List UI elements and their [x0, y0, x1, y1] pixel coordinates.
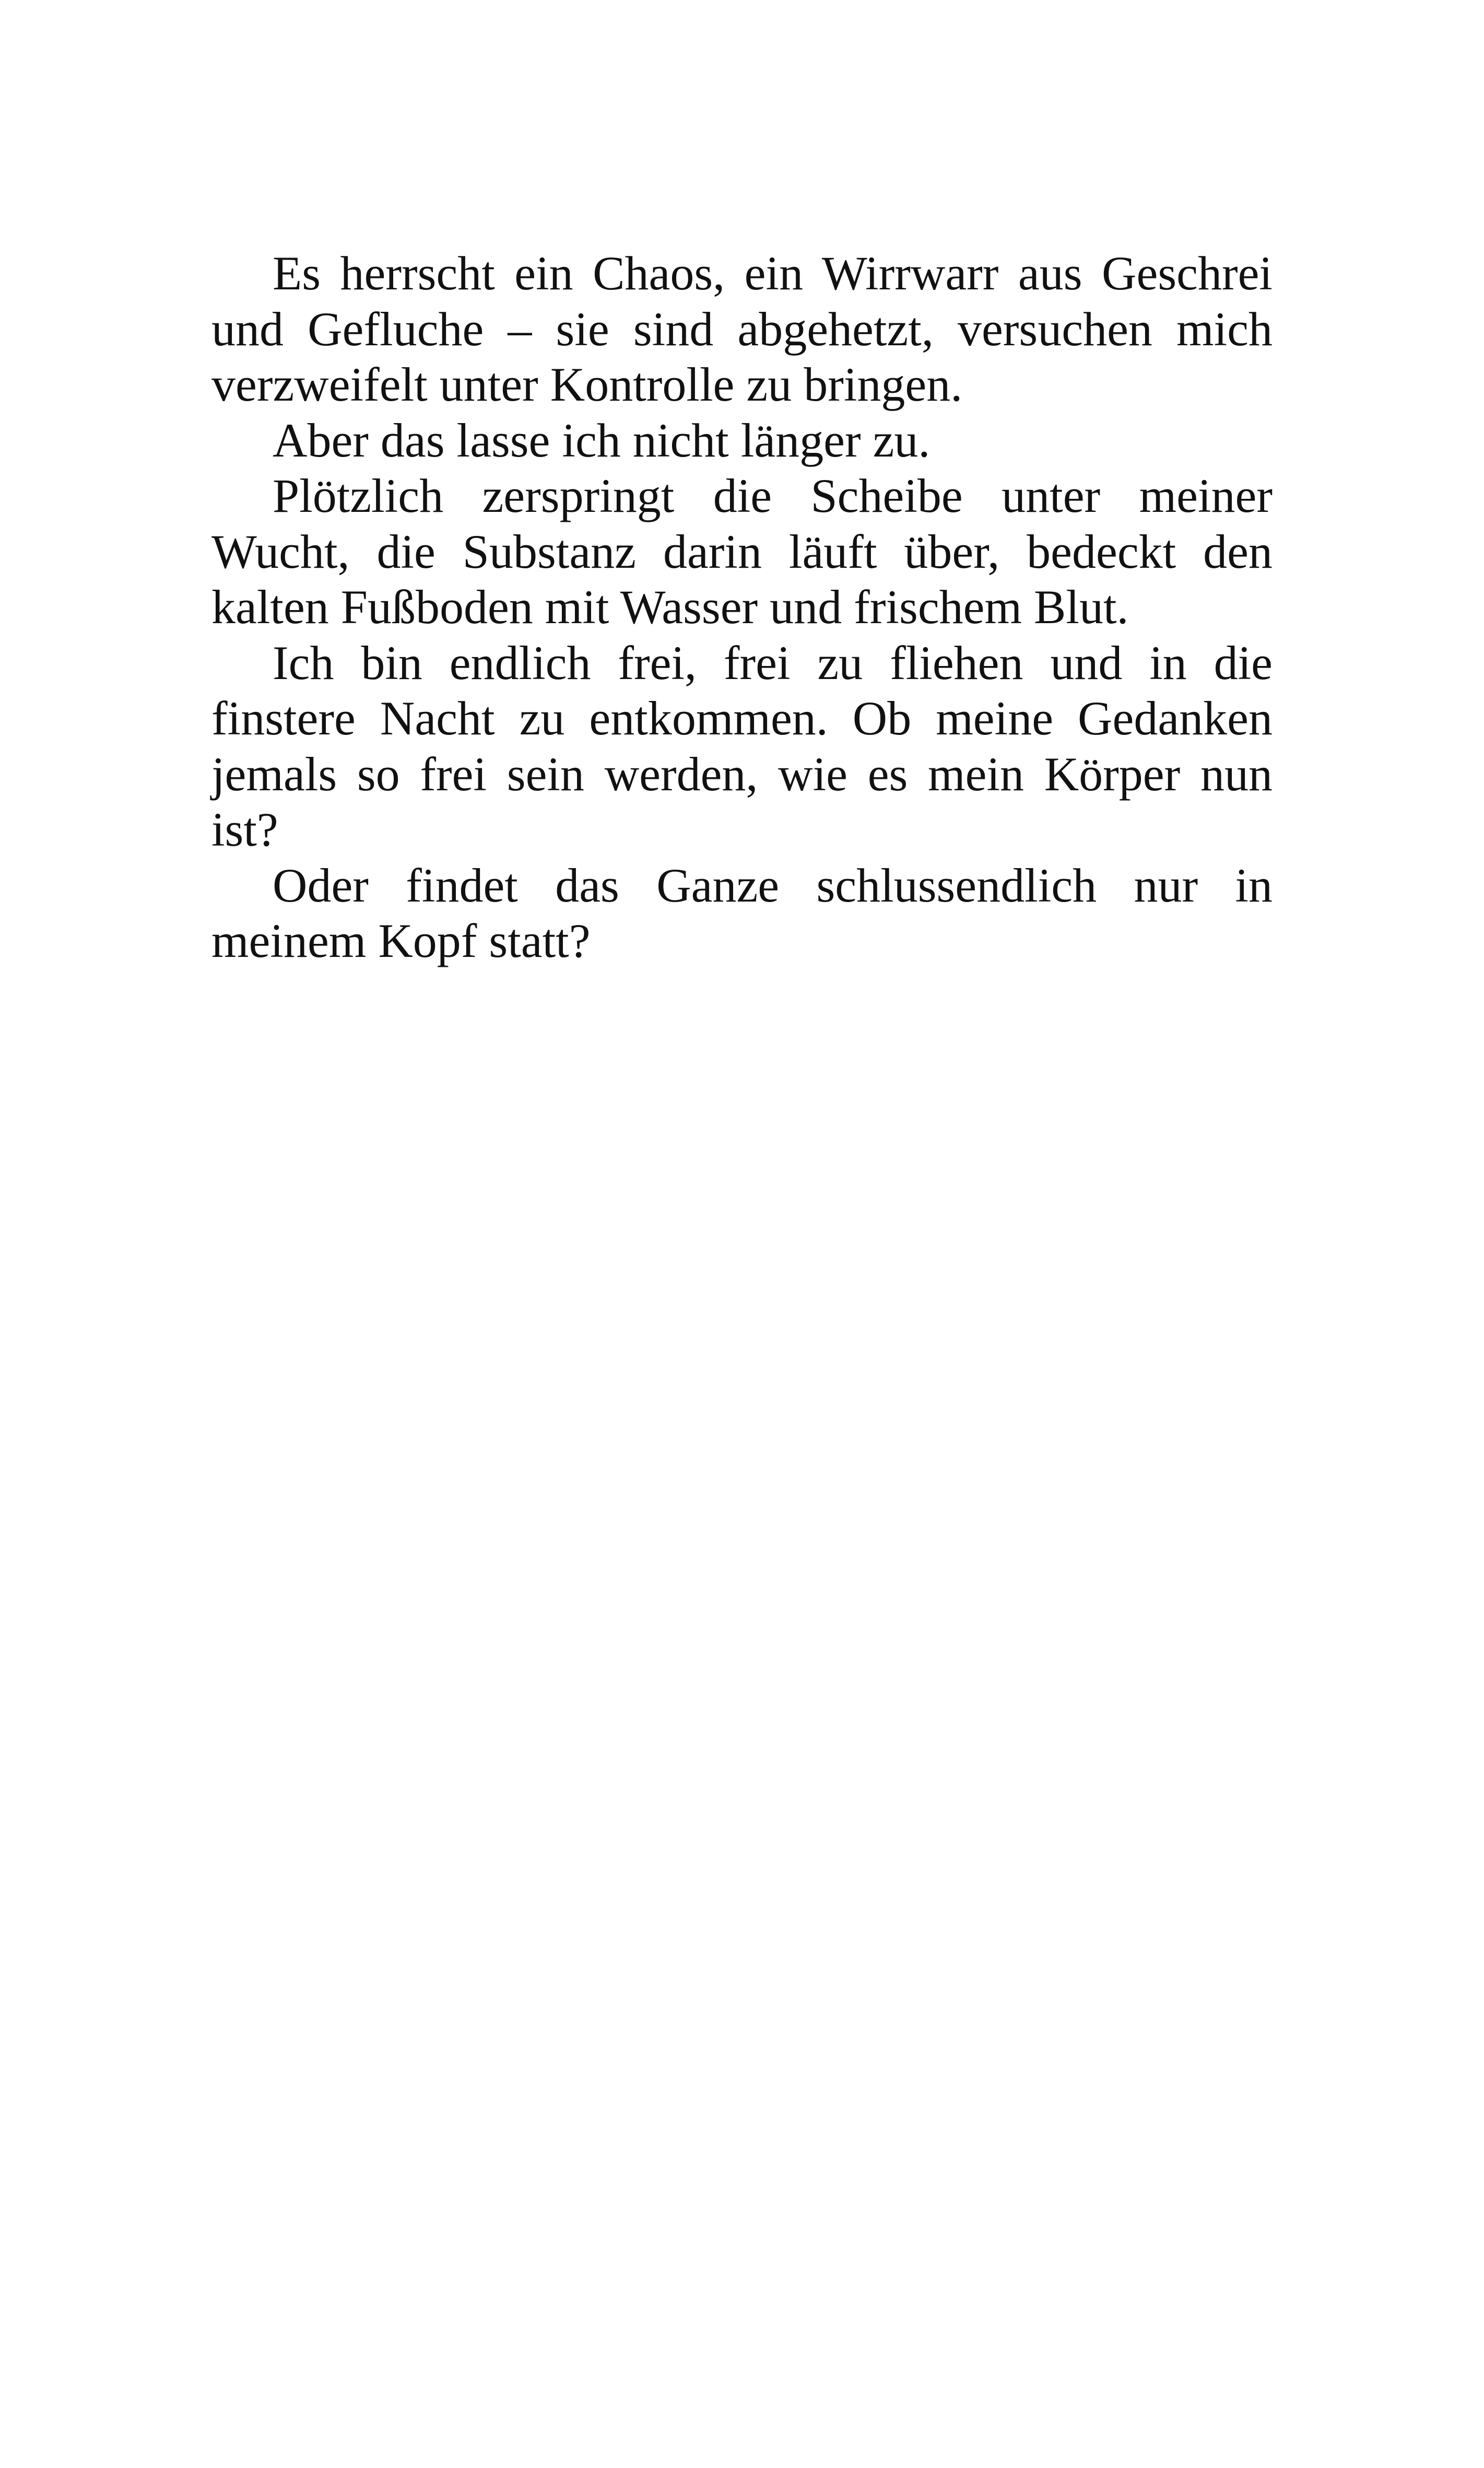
paragraph-3: Plötzlich zerspringt die Scheibe unter meiner Wucht, die Substanz darin läuft über, bedeckt den kalten Fußboden mit Wasser und frischem Blut.	[211, 469, 1273, 634]
paragraph-1: Es herrscht ein Chaos, ein Wirrwarr aus Geschrei und Gefluche – sie sind abgehetzt, versuchen mich verzweifelt unter Kontrolle zu bringen.	[211, 247, 1273, 411]
paragraph-5: Oder findet das Ganze schlussendlich nur in meinem Kopf statt?	[211, 858, 1273, 967]
body-text	[211, 245, 1273, 969]
paragraph-4: Ich bin endlich frei, frei zu fliehen und in die finstere Nacht zu entkommen. Ob meine Gedanken jemals so frei sein werden, wie es mein Körper nun ist?	[211, 636, 1273, 856]
paragraph-2: Aber das lasse ich nicht länger zu.	[273, 413, 931, 467]
